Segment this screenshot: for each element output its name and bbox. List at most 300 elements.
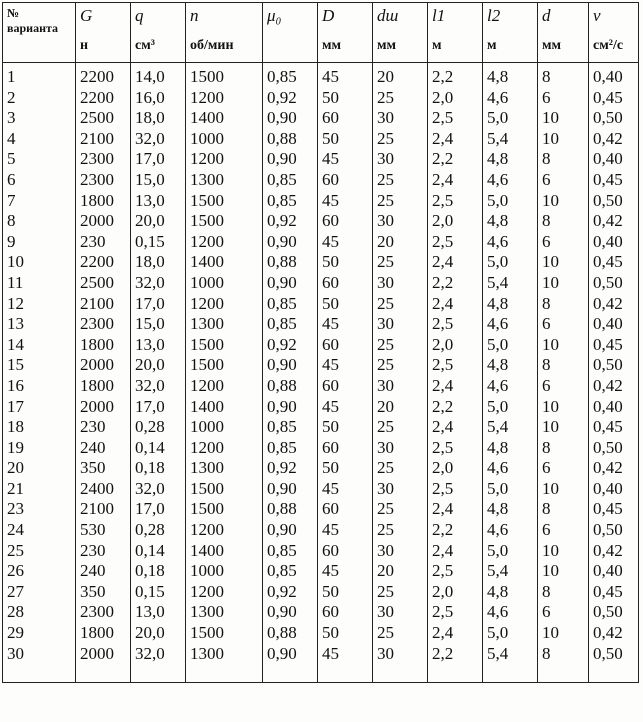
cell-q: 17,0 [131,149,186,170]
cell-nu: 0,50 [589,273,639,294]
cell-D: 50 [318,582,373,603]
cell-nu: 0,45 [589,170,639,191]
cell-G: 240 [76,561,131,582]
cell-dsh: 25 [373,520,428,541]
cell-nu: 0,45 [589,582,639,603]
cell-mu0: 0,85 [263,294,318,315]
cell-d: 8 [538,355,589,376]
cell-l1: 2,4 [428,252,483,273]
cell-l1: 2,0 [428,88,483,109]
header-unit-d: мм [538,36,589,63]
cell-n: 1400 [186,541,263,562]
table-row [3,561,639,582]
header-unit-l1: м [428,36,483,63]
cell-d: 6 [538,170,589,191]
cell-dsh: 25 [373,170,428,191]
cell-nu: 0,42 [589,458,639,479]
table-row [3,479,639,500]
cell-d: 8 [538,438,589,459]
variants-table [2,2,639,683]
cell-D: 45 [318,355,373,376]
cell-D: 60 [318,602,373,623]
cell-n: 1200 [186,88,263,109]
cell-variant: 28 [3,602,76,623]
cell-dsh: 20 [373,63,428,88]
cell-D: 50 [318,294,373,315]
cell-variant: 29 [3,623,76,644]
cell-G: 230 [76,417,131,438]
header-symbol-D: D [318,3,373,37]
table-row [3,397,639,418]
cell-q: 13,0 [131,335,186,356]
header-symbol-dsh: dш [373,3,428,37]
cell-nu: 0,40 [589,232,639,253]
cell-mu0: 0,90 [263,397,318,418]
cell-q: 0,15 [131,582,186,603]
cell-G: 2200 [76,252,131,273]
cell-d: 10 [538,623,589,644]
cell-l2: 4,6 [483,88,538,109]
cell-n: 1300 [186,602,263,623]
cell-l2: 4,6 [483,170,538,191]
table-body [3,63,639,683]
cell-G: 2100 [76,499,131,520]
cell-variant: 4 [3,129,76,150]
cell-variant: 12 [3,294,76,315]
cell-d: 8 [538,63,589,88]
table-row [3,170,639,191]
table-header [3,3,639,63]
cell-dsh: 30 [373,314,428,335]
cell-l1: 2,2 [428,644,483,683]
cell-n: 1300 [186,458,263,479]
cell-variant: 16 [3,376,76,397]
cell-n: 1400 [186,252,263,273]
cell-mu0: 0,90 [263,355,318,376]
cell-variant: 15 [3,355,76,376]
cell-nu: 0,45 [589,88,639,109]
cell-l2: 5,4 [483,561,538,582]
cell-dsh: 30 [373,644,428,683]
cell-d: 6 [538,376,589,397]
cell-dsh: 30 [373,376,428,397]
cell-d: 8 [538,582,589,603]
cell-nu: 0,50 [589,644,639,683]
cell-D: 60 [318,335,373,356]
cell-n: 1200 [186,149,263,170]
table-row [3,520,639,541]
header-unit-row [3,36,639,63]
cell-l1: 2,4 [428,294,483,315]
cell-n: 1200 [186,232,263,253]
cell-n: 1000 [186,273,263,294]
cell-n: 1300 [186,644,263,683]
cell-l2: 4,8 [483,499,538,520]
cell-l1: 2,0 [428,458,483,479]
cell-l1: 2,2 [428,520,483,541]
cell-dsh: 30 [373,149,428,170]
cell-nu: 0,50 [589,191,639,212]
cell-variant: 14 [3,335,76,356]
cell-variant: 11 [3,273,76,294]
cell-n: 1200 [186,294,263,315]
cell-dsh: 20 [373,397,428,418]
cell-q: 17,0 [131,397,186,418]
cell-l2: 5,4 [483,129,538,150]
cell-G: 2000 [76,355,131,376]
cell-mu0: 0,92 [263,458,318,479]
cell-l1: 2,5 [428,438,483,459]
cell-dsh: 25 [373,335,428,356]
cell-q: 32,0 [131,644,186,683]
cell-variant: 10 [3,252,76,273]
cell-mu0: 0,85 [263,541,318,562]
cell-dsh: 25 [373,88,428,109]
table-row [3,582,639,603]
cell-G: 2000 [76,397,131,418]
cell-l2: 4,6 [483,458,538,479]
cell-l2: 5,0 [483,252,538,273]
cell-q: 20,0 [131,211,186,232]
cell-D: 60 [318,211,373,232]
table-row [3,314,639,335]
cell-G: 1800 [76,335,131,356]
cell-q: 0,18 [131,458,186,479]
header-symbol-d: d [538,3,589,37]
cell-nu: 0,42 [589,211,639,232]
cell-dsh: 30 [373,273,428,294]
cell-G: 230 [76,541,131,562]
table-row [3,417,639,438]
cell-D: 60 [318,273,373,294]
cell-q: 17,0 [131,294,186,315]
cell-n: 1000 [186,561,263,582]
cell-q: 0,14 [131,438,186,459]
cell-variant: 13 [3,314,76,335]
header-symbol-q: q [131,3,186,37]
cell-d: 10 [538,541,589,562]
cell-variant: 21 [3,479,76,500]
cell-G: 2500 [76,273,131,294]
cell-D: 45 [318,149,373,170]
cell-n: 1000 [186,129,263,150]
cell-l1: 2,5 [428,561,483,582]
table-row [3,644,639,683]
cell-mu0: 0,90 [263,602,318,623]
cell-n: 1500 [186,211,263,232]
cell-n: 1200 [186,438,263,459]
cell-mu0: 0,92 [263,211,318,232]
cell-d: 10 [538,273,589,294]
table-row [3,63,639,88]
table-row [3,232,639,253]
cell-q: 0,18 [131,561,186,582]
cell-l2: 4,8 [483,149,538,170]
table-row [3,602,639,623]
cell-D: 50 [318,623,373,644]
cell-dsh: 25 [373,355,428,376]
cell-D: 45 [318,561,373,582]
cell-mu0: 0,85 [263,417,318,438]
cell-l2: 4,6 [483,602,538,623]
cell-variant: 19 [3,438,76,459]
table-row [3,623,639,644]
cell-n: 1500 [186,479,263,500]
cell-dsh: 25 [373,417,428,438]
cell-n: 1000 [186,417,263,438]
cell-d: 10 [538,129,589,150]
cell-l2: 4,8 [483,355,538,376]
cell-G: 2100 [76,129,131,150]
cell-d: 10 [538,479,589,500]
cell-d: 8 [538,644,589,683]
header-unit-dsh: мм [373,36,428,63]
cell-D: 50 [318,88,373,109]
cell-l2: 5,0 [483,623,538,644]
cell-mu0: 0,88 [263,623,318,644]
header-symbol-nu: ν [589,3,639,37]
header-variant-number: № варианта [3,3,76,37]
cell-q: 32,0 [131,273,186,294]
cell-l2: 4,6 [483,314,538,335]
cell-mu0: 0,85 [263,191,318,212]
cell-dsh: 25 [373,294,428,315]
cell-dsh: 25 [373,499,428,520]
cell-D: 45 [318,63,373,88]
cell-l1: 2,2 [428,397,483,418]
cell-q: 0,28 [131,520,186,541]
cell-nu: 0,50 [589,602,639,623]
cell-D: 60 [318,170,373,191]
cell-mu0: 0,85 [263,170,318,191]
table-row [3,149,639,170]
cell-D: 60 [318,499,373,520]
cell-mu0: 0,88 [263,252,318,273]
cell-nu: 0,45 [589,499,639,520]
cell-mu0: 0,85 [263,561,318,582]
cell-variant: 18 [3,417,76,438]
cell-l2: 4,8 [483,582,538,603]
cell-d: 10 [538,252,589,273]
cell-variant: 23 [3,499,76,520]
cell-l2: 4,6 [483,520,538,541]
cell-l1: 2,0 [428,211,483,232]
header-symbol-l1: l1 [428,3,483,37]
cell-l2: 5,0 [483,479,538,500]
cell-variant: 2 [3,88,76,109]
cell-mu0: 0,90 [263,232,318,253]
cell-dsh: 25 [373,582,428,603]
cell-G: 2100 [76,294,131,315]
cell-mu0: 0,88 [263,129,318,150]
cell-d: 10 [538,417,589,438]
cell-nu: 0,50 [589,520,639,541]
header-unit-l2: м [483,36,538,63]
cell-D: 50 [318,417,373,438]
cell-l1: 2,5 [428,355,483,376]
cell-D: 60 [318,438,373,459]
cell-q: 16,0 [131,88,186,109]
cell-G: 2300 [76,170,131,191]
cell-nu: 0,42 [589,376,639,397]
cell-variant: 9 [3,232,76,253]
header-unit-mu0 [263,36,318,63]
cell-q: 20,0 [131,355,186,376]
cell-D: 45 [318,644,373,683]
cell-mu0: 0,90 [263,644,318,683]
cell-variant: 25 [3,541,76,562]
cell-n: 1300 [186,170,263,191]
cell-q: 32,0 [131,479,186,500]
cell-D: 45 [318,520,373,541]
cell-l2: 5,4 [483,417,538,438]
cell-D: 45 [318,397,373,418]
table-row [3,211,639,232]
cell-dsh: 25 [373,252,428,273]
cell-l1: 2,4 [428,623,483,644]
cell-variant: 6 [3,170,76,191]
cell-l1: 2,2 [428,273,483,294]
cell-nu: 0,50 [589,438,639,459]
table-row [3,108,639,129]
cell-n: 1400 [186,108,263,129]
cell-d: 10 [538,561,589,582]
cell-q: 18,0 [131,108,186,129]
cell-l1: 2,0 [428,582,483,603]
cell-q: 0,15 [131,232,186,253]
cell-d: 8 [538,499,589,520]
cell-q: 20,0 [131,623,186,644]
cell-l1: 2,4 [428,129,483,150]
cell-variant: 7 [3,191,76,212]
cell-n: 1200 [186,520,263,541]
cell-dsh: 30 [373,479,428,500]
cell-d: 10 [538,108,589,129]
cell-D: 45 [318,314,373,335]
cell-G: 1800 [76,376,131,397]
cell-q: 0,28 [131,417,186,438]
cell-dsh: 25 [373,458,428,479]
cell-G: 2300 [76,149,131,170]
cell-d: 6 [538,88,589,109]
table-row [3,458,639,479]
cell-G: 240 [76,438,131,459]
cell-mu0: 0,92 [263,88,318,109]
cell-q: 18,0 [131,252,186,273]
cell-q: 32,0 [131,376,186,397]
cell-nu: 0,40 [589,397,639,418]
cell-l1: 2,5 [428,602,483,623]
cell-nu: 0,45 [589,252,639,273]
cell-l2: 4,8 [483,63,538,88]
cell-G: 2300 [76,602,131,623]
cell-dsh: 30 [373,541,428,562]
cell-G: 2000 [76,644,131,683]
table-row [3,252,639,273]
cell-dsh: 30 [373,108,428,129]
table-row [3,438,639,459]
cell-n: 1500 [186,335,263,356]
cell-mu0: 0,92 [263,582,318,603]
cell-l1: 2,5 [428,191,483,212]
cell-D: 45 [318,232,373,253]
cell-l2: 5,0 [483,397,538,418]
header-symbol-row [3,3,639,37]
header-symbol-n: n [186,3,263,37]
cell-nu: 0,45 [589,417,639,438]
cell-nu: 0,50 [589,108,639,129]
table-row [3,191,639,212]
cell-nu: 0,40 [589,149,639,170]
cell-n: 1500 [186,63,263,88]
cell-l1: 2,4 [428,170,483,191]
cell-mu0: 0,90 [263,108,318,129]
cell-mu0: 0,92 [263,335,318,356]
cell-mu0: 0,85 [263,314,318,335]
cell-G: 2200 [76,88,131,109]
cell-l1: 2,5 [428,232,483,253]
cell-l2: 5,0 [483,108,538,129]
header-symbol-l2: l2 [483,3,538,37]
cell-G: 530 [76,520,131,541]
cell-q: 0,14 [131,541,186,562]
cell-l1: 2,2 [428,63,483,88]
cell-mu0: 0,85 [263,438,318,459]
cell-mu0: 0,90 [263,520,318,541]
cell-l1: 2,5 [428,108,483,129]
cell-dsh: 30 [373,602,428,623]
header-unit-q: см³ [131,36,186,63]
cell-l2: 5,4 [483,644,538,683]
cell-nu: 0,40 [589,561,639,582]
cell-dsh: 30 [373,211,428,232]
cell-D: 50 [318,129,373,150]
cell-d: 8 [538,211,589,232]
cell-nu: 0,40 [589,314,639,335]
cell-D: 45 [318,191,373,212]
cell-G: 1800 [76,191,131,212]
cell-d: 6 [538,458,589,479]
cell-dsh: 20 [373,561,428,582]
cell-variant: 17 [3,397,76,418]
cell-dsh: 25 [373,623,428,644]
cell-variant: 1 [3,63,76,88]
cell-variant: 20 [3,458,76,479]
cell-nu: 0,42 [589,623,639,644]
header-symbol-G: G [76,3,131,37]
header-variant-blank [3,36,76,63]
cell-l2: 5,0 [483,191,538,212]
cell-G: 230 [76,232,131,253]
cell-q: 17,0 [131,499,186,520]
table-row [3,335,639,356]
cell-d: 6 [538,314,589,335]
cell-G: 1800 [76,623,131,644]
cell-d: 6 [538,520,589,541]
cell-variant: 3 [3,108,76,129]
cell-mu0: 0,90 [263,149,318,170]
table-row [3,129,639,150]
cell-q: 13,0 [131,191,186,212]
cell-l1: 2,4 [428,376,483,397]
cell-n: 1200 [186,582,263,603]
cell-G: 350 [76,582,131,603]
cell-mu0: 0,88 [263,376,318,397]
cell-d: 10 [538,191,589,212]
header-symbol-mu0: μ₀ [263,3,318,37]
cell-variant: 26 [3,561,76,582]
cell-d: 10 [538,335,589,356]
